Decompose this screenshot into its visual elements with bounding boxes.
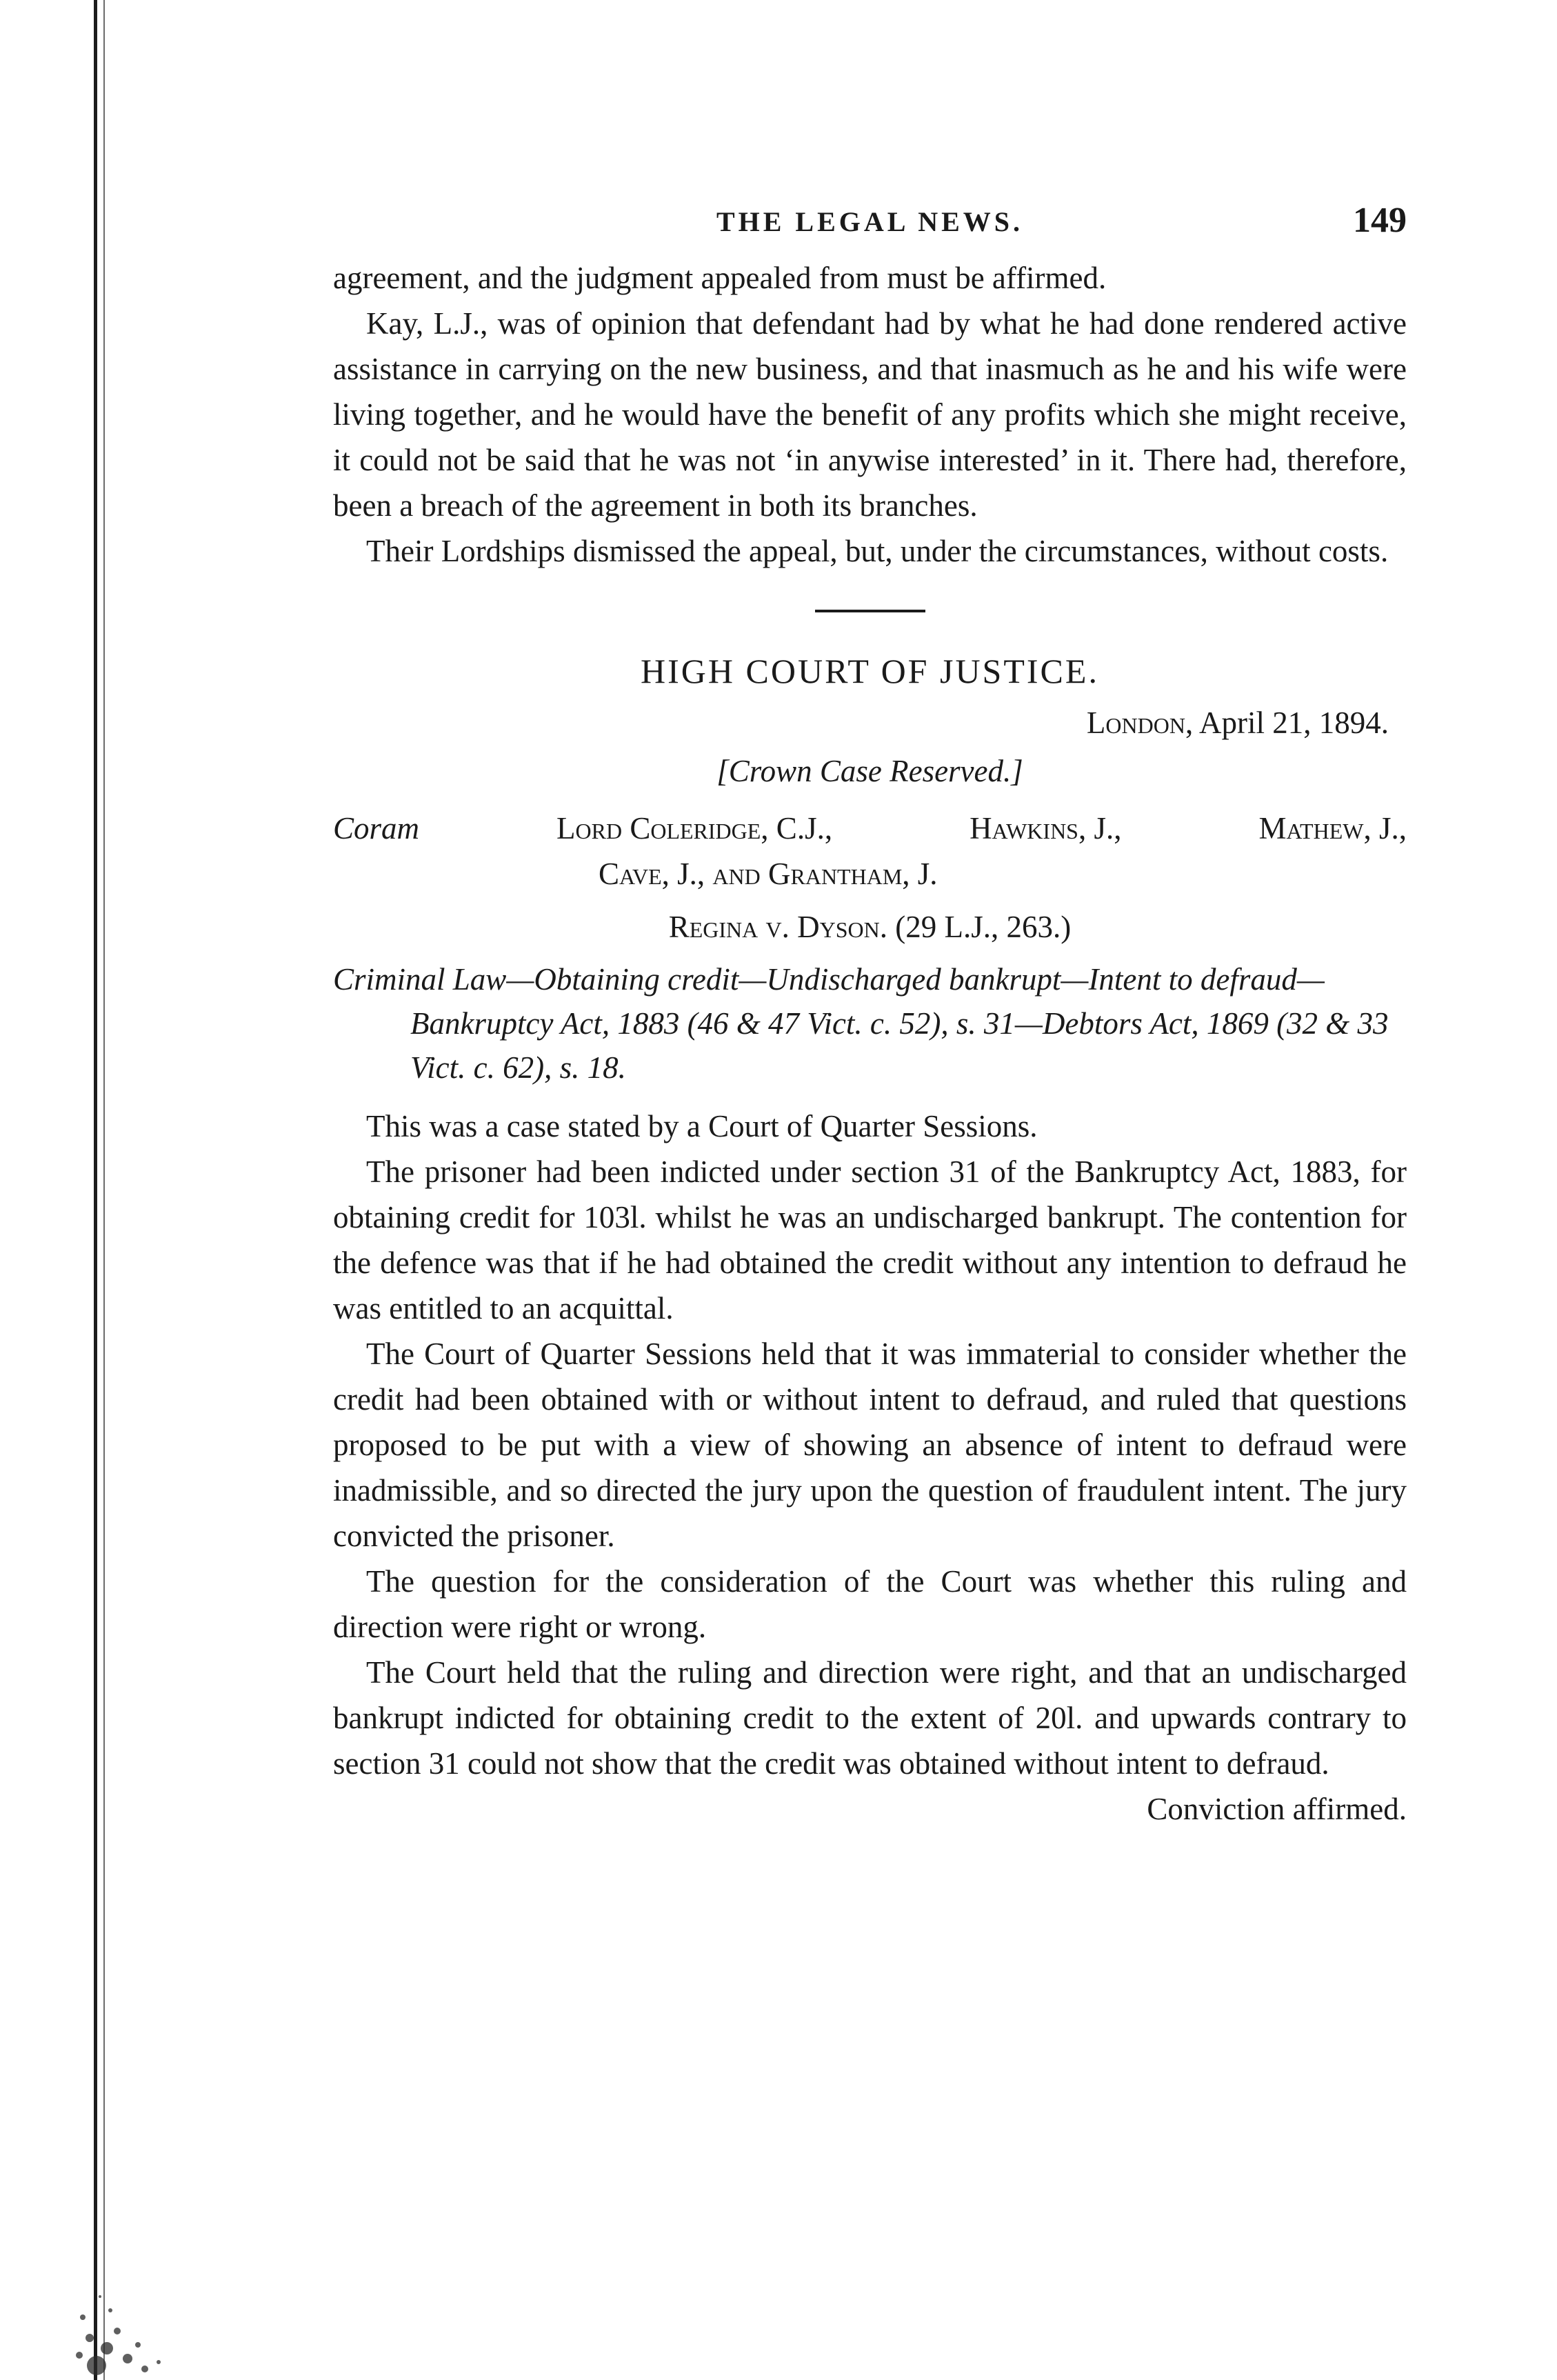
headnote: Criminal Law—Obtaining credit—Undischarged bankrupt—Intent to defraud—Bankruptcy Act, 1883 (46 & 47 Vict. c. 52), s. 31—Debtors Act, 1869 (32 & 33 Vict. c. 62), s. 18. xyxy=(333,962,1389,1085)
document-page xyxy=(333,193,1407,1832)
court-heading: HIGH COURT OF JUSTICE. xyxy=(641,652,1099,690)
judge-name: Hawkins, J., xyxy=(970,811,1122,846)
paragraph: This was a case stated by a Court of Quarter Sessions. xyxy=(366,1109,1038,1143)
case-reserved-note: [Crown Case Reserved.] xyxy=(716,754,1023,788)
verdict: Conviction affirmed. xyxy=(1147,1792,1407,1826)
judgment-section xyxy=(333,1103,1407,1786)
dateline-place: London, xyxy=(1086,706,1194,740)
coram-block xyxy=(333,806,1407,897)
paragraph: agreement, and the judgment appealed from must be affirmed. xyxy=(333,261,1107,295)
binding-smudge-mark xyxy=(41,2228,200,2380)
page-number: 149 xyxy=(1353,201,1407,240)
judge-name: Mathew, J., xyxy=(1258,811,1407,846)
paragraph: Their Lordships dismissed the appeal, but, under the circumstances, without costs. xyxy=(366,534,1389,568)
case-citation: (29 L.J., 263.) xyxy=(895,910,1072,944)
case-title: Regina v. Dyson. xyxy=(668,910,888,944)
binding-edge-shadow xyxy=(103,0,105,2380)
coram-line-1 xyxy=(333,806,1407,851)
paragraph: The Court of Quarter Sessions held that it was immaterial to consider whether the credit had been obtained with or without intent to defraud, and ruled that questions proposed to be put with a view of showing an absence of intent to defraud were inadmissible, and so directed the jury upon the question of fraudulent intent. The jury convicted the prisoner. xyxy=(333,1337,1407,1553)
opening-section xyxy=(333,255,1407,574)
paragraph: The question for the consideration of the Court was whether this ruling and direction were right or wrong. xyxy=(333,1564,1407,1644)
paragraph: The prisoner had been indicted under section 31 of the Bankruptcy Act, 1883, for obtaining credit for 103l. whilst he was an undischarged bankrupt. The contention for the defence was that if he had obtained the credit without any intention to defraud he was entitled to an acquittal. xyxy=(333,1154,1407,1326)
running-head xyxy=(333,193,1407,255)
running-head-title: THE LEGAL NEWS. xyxy=(716,206,1024,237)
dateline-date: April 21, 1894. xyxy=(1199,706,1389,740)
paragraph: Kay, L.J., was of opinion that defendant had by what he had done rendered active assistance in carrying on the new business, and that inasmuch as he and his wife were living together, and he would have the benefit of any profits which she might receive, it could not be said that he was not ‘in anywise interested’ in it. There had, therefore, been a breach of the agreement in both its branches. xyxy=(333,306,1407,523)
paragraph: The Court held that the ruling and direction were right, and that an undischarged bankrupt indicted for obtaining credit to the extent of 20l. and upwards contrary to section 31 could not show that the credit was obtained without intent to defraud. xyxy=(333,1655,1407,1781)
dateline xyxy=(333,705,1407,741)
case-title-line xyxy=(333,909,1407,945)
section-divider xyxy=(815,610,925,612)
judge-name: Lord Coleridge, C.J., xyxy=(556,811,833,846)
coram-line-2: Cave, J., and Grantham, J. xyxy=(599,857,938,891)
coram-prefix: Coram xyxy=(333,811,420,846)
binding-edge-rule xyxy=(94,0,97,2380)
